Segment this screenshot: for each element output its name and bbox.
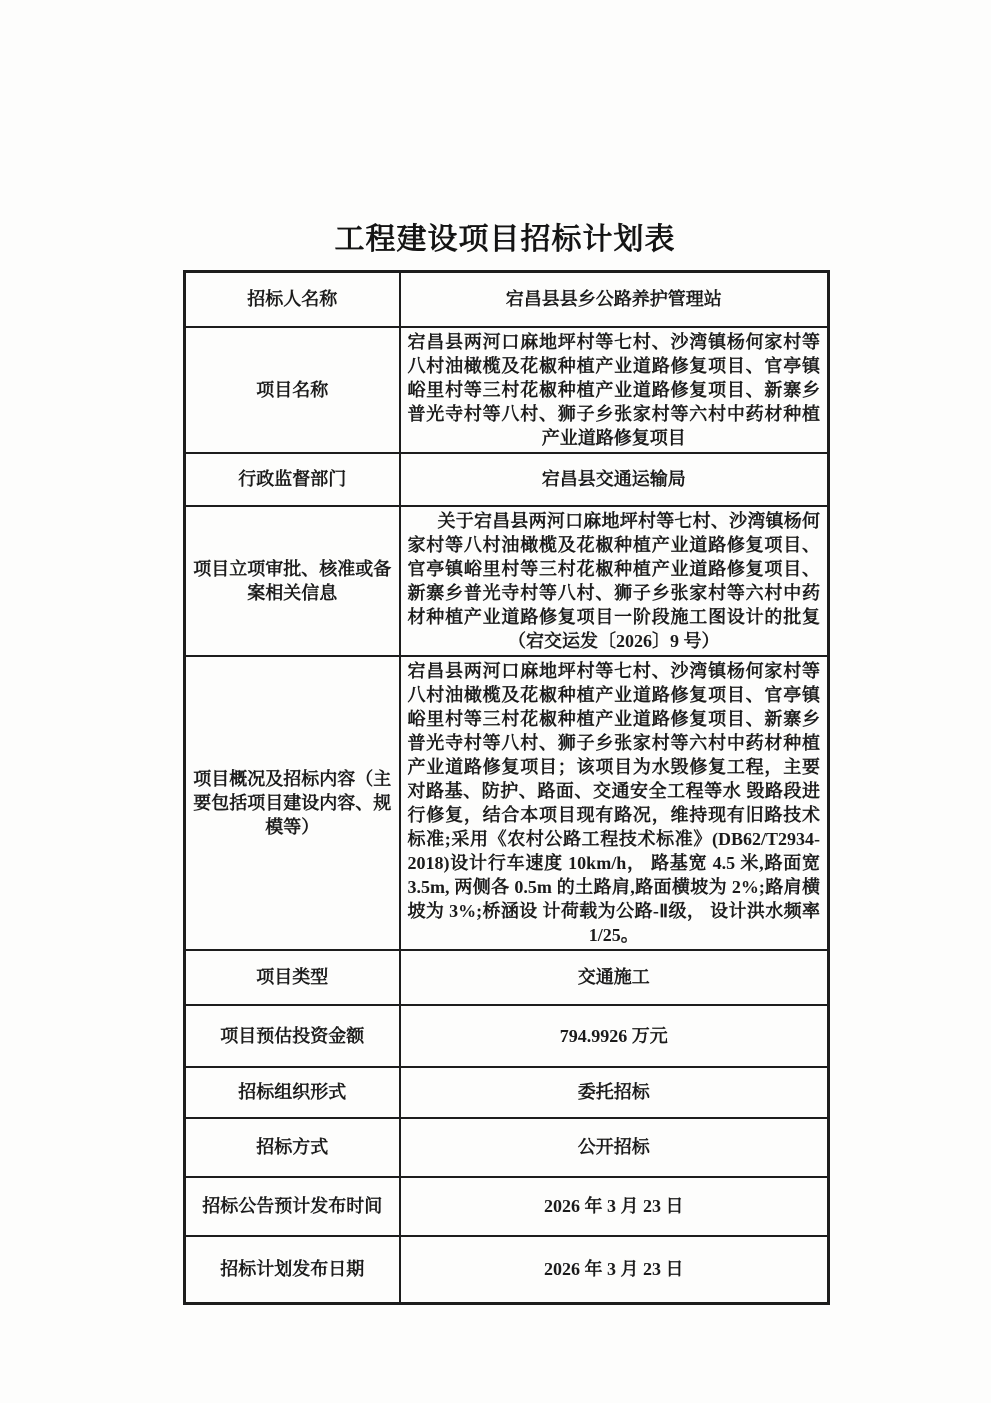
row-label: 项目立项审批、核准或备案相关信息	[185, 506, 400, 656]
row-value: 交通施工	[400, 950, 829, 1005]
row-label: 招标公告预计发布时间	[185, 1177, 400, 1236]
row-announcement-expected-date	[185, 1177, 829, 1236]
row-project-name	[185, 327, 829, 453]
row-label: 招标人名称	[185, 272, 400, 327]
row-label: 项目概况及招标内容（主要包括项目建设内容、规模等）	[185, 656, 400, 950]
row-value: 宕昌县县乡公路养护管理站	[400, 272, 829, 327]
row-value: 794.9926 万元	[400, 1005, 829, 1067]
row-value: 2026 年 3 月 23 日	[400, 1236, 829, 1304]
row-label: 招标计划发布日期	[185, 1236, 400, 1304]
row-project-approval-info	[185, 506, 829, 656]
row-project-overview	[185, 656, 829, 950]
row-estimated-investment	[185, 1005, 829, 1067]
row-supervision-department	[185, 453, 829, 506]
row-label: 项目预估投资金额	[185, 1005, 400, 1067]
row-value: 公开招标	[400, 1118, 829, 1177]
row-value: 宕昌县两河口麻地坪村等七村、沙湾镇杨何家村等八村油橄榄及花椒种植产业道路修复项目、官亭镇峪里村等三村花椒种植产业道路修复项目、新寨乡普光寺村等八村、狮子乡张家村等六村中药材种植产业道路修复项目；该项目为水毁修复工程，主要对路基、防护、路面、交通安全工程等水 毁路段进行修复，结合本项目现有路况，维持现有旧路技术标准;采用《农村公路工程技术标准》(DB62/T2934-2018)设计行车速度 10km/h， 路基宽 4.5 米,路面宽 3.5m, 两侧各 0.5m 的土路肩,路面横坡为 2%;路肩横坡为 3%;桥涵设 计荷载为公路-Ⅱ级， 设计洪水频率 1/25。	[400, 656, 829, 950]
row-project-type	[185, 950, 829, 1005]
row-tenderer-name	[185, 272, 829, 327]
document-content	[183, 0, 827, 1305]
page-title: 工程建设项目招标计划表	[334, 223, 676, 256]
row-value: 宕昌县交通运输局	[400, 453, 829, 506]
row-value: 宕昌县两河口麻地坪村等七村、沙湾镇杨何家村等八村油橄榄及花椒种植产业道路修复项目、官亭镇峪里村等三村花椒种植产业道路修复项目、新寨乡普光寺村等八村、狮子乡张家村等六村中药材种植产业道路修复项目	[400, 327, 829, 453]
row-label: 招标方式	[185, 1118, 400, 1177]
row-bidding-organization-form	[185, 1067, 829, 1118]
row-value: 委托招标	[400, 1067, 829, 1118]
row-label: 招标组织形式	[185, 1067, 400, 1118]
row-value: 关于宕昌县两河口麻地坪村等七村、沙湾镇杨何家村等八村油橄榄及花椒种植产业道路修复项目、官亭镇峪里村等三村花椒种植产业道路修复项目、新寨乡普光寺村等八村、狮子乡张家村等六村中药材种植产业道路修复项目一阶段施工图设计的批复（宕交运发〔2026〕9 号）	[400, 506, 829, 656]
row-bidding-method	[185, 1118, 829, 1177]
row-label: 项目类型	[185, 950, 400, 1005]
row-label: 项目名称	[185, 327, 400, 453]
bidding-plan-table	[183, 270, 830, 1305]
row-plan-publish-date	[185, 1236, 829, 1304]
row-value: 2026 年 3 月 23 日	[400, 1177, 829, 1236]
row-label: 行政监督部门	[185, 453, 400, 506]
